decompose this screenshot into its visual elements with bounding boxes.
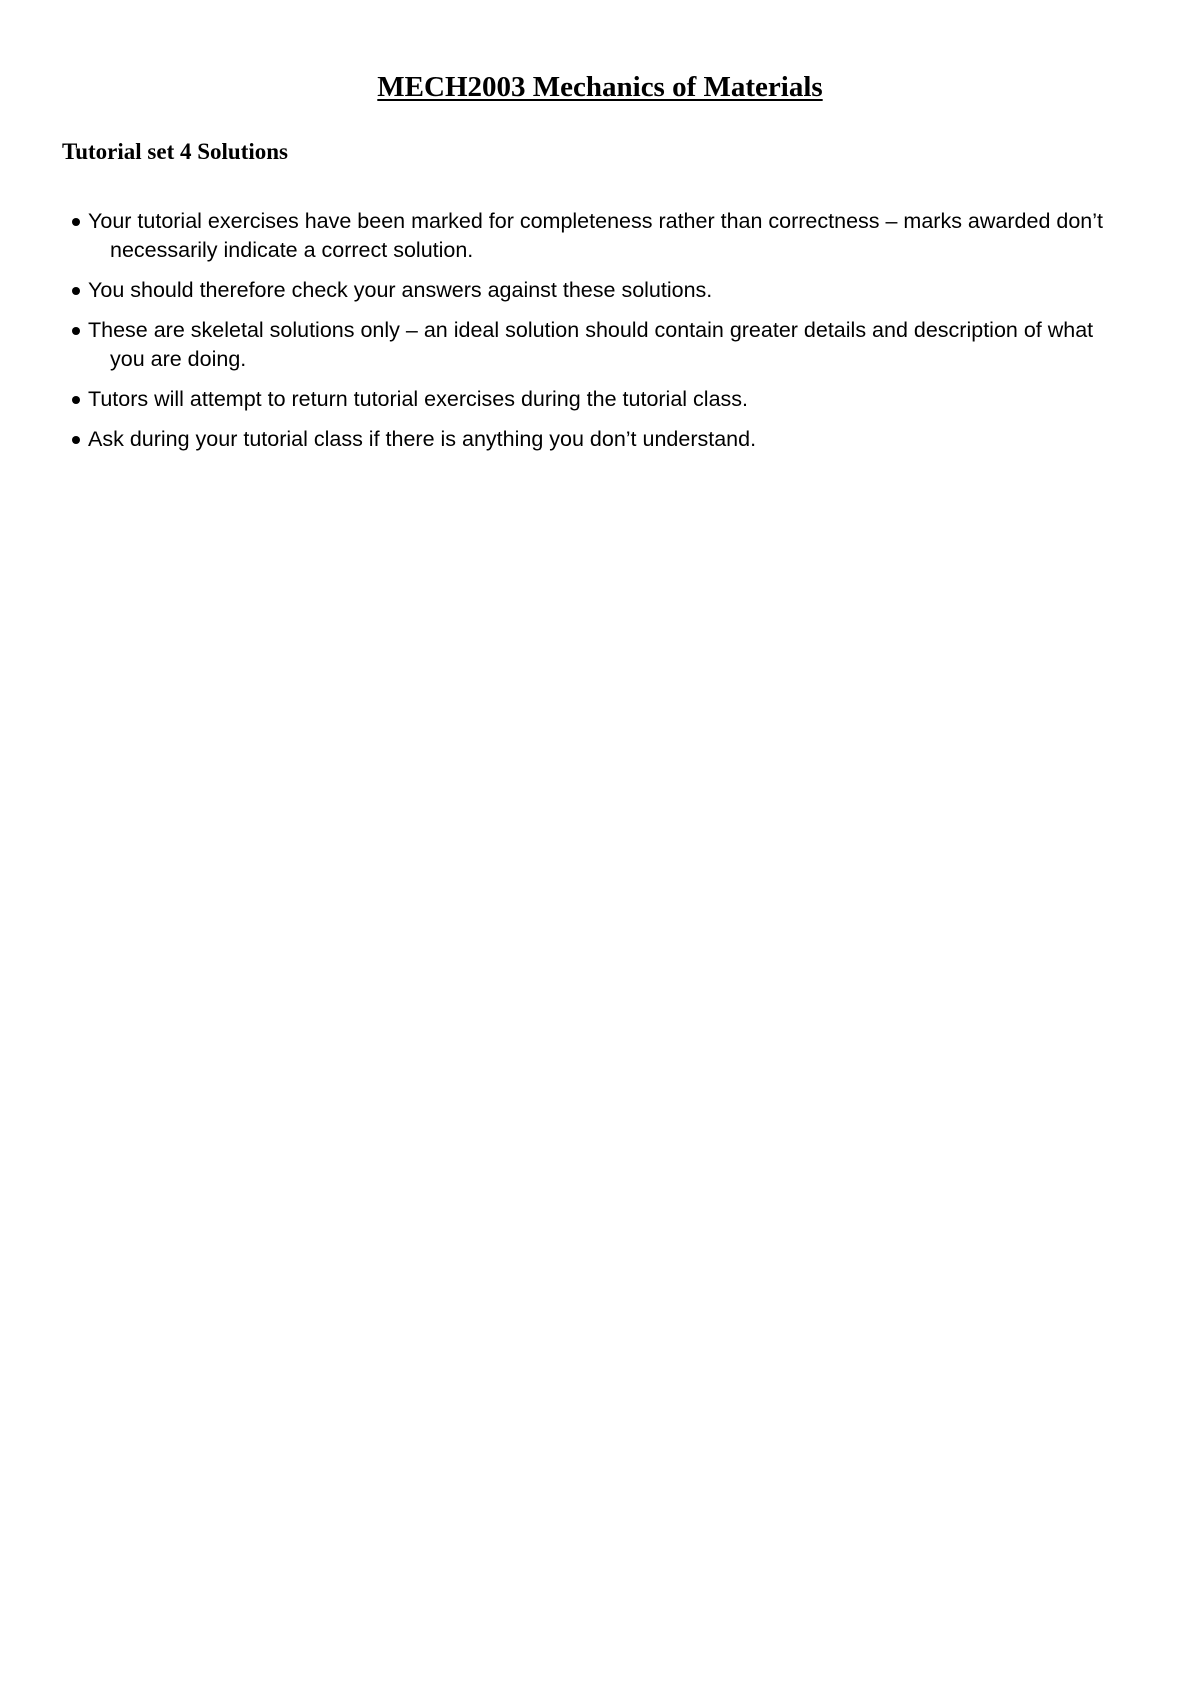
- list-item: [70, 276, 1110, 305]
- bullet-icon: [72, 436, 80, 444]
- list-item-text: These are skeletal solutions only – an ideal solution should contain greater details and description of what you are doing.: [88, 318, 1094, 371]
- list-item: [70, 425, 1110, 454]
- list-item-text: Tutors will attempt to return tutorial exercises during the tutorial class.: [88, 387, 749, 411]
- list-item: [70, 316, 1110, 374]
- list-item-text: Ask during your tutorial class if there is anything you don’t understand.: [88, 427, 757, 451]
- bullet-list: [70, 207, 1110, 465]
- page-subtitle: Tutorial set 4 Solutions: [62, 139, 289, 164]
- bullet-icon: [72, 218, 80, 226]
- list-item-text: Your tutorial exercises have been marked for completeness rather than correctness – marks awarded don’t necessarily indicate a correct solution.: [88, 209, 1104, 262]
- bullet-icon: [72, 327, 80, 335]
- list-item: [70, 207, 1110, 265]
- bullet-icon: [72, 287, 80, 295]
- page-title: MECH2003 Mechanics of Materials: [377, 71, 823, 103]
- list-item-text: You should therefore check your answers against these solutions.: [88, 278, 713, 302]
- bullet-icon: [72, 396, 80, 404]
- list-item: [70, 385, 1110, 414]
